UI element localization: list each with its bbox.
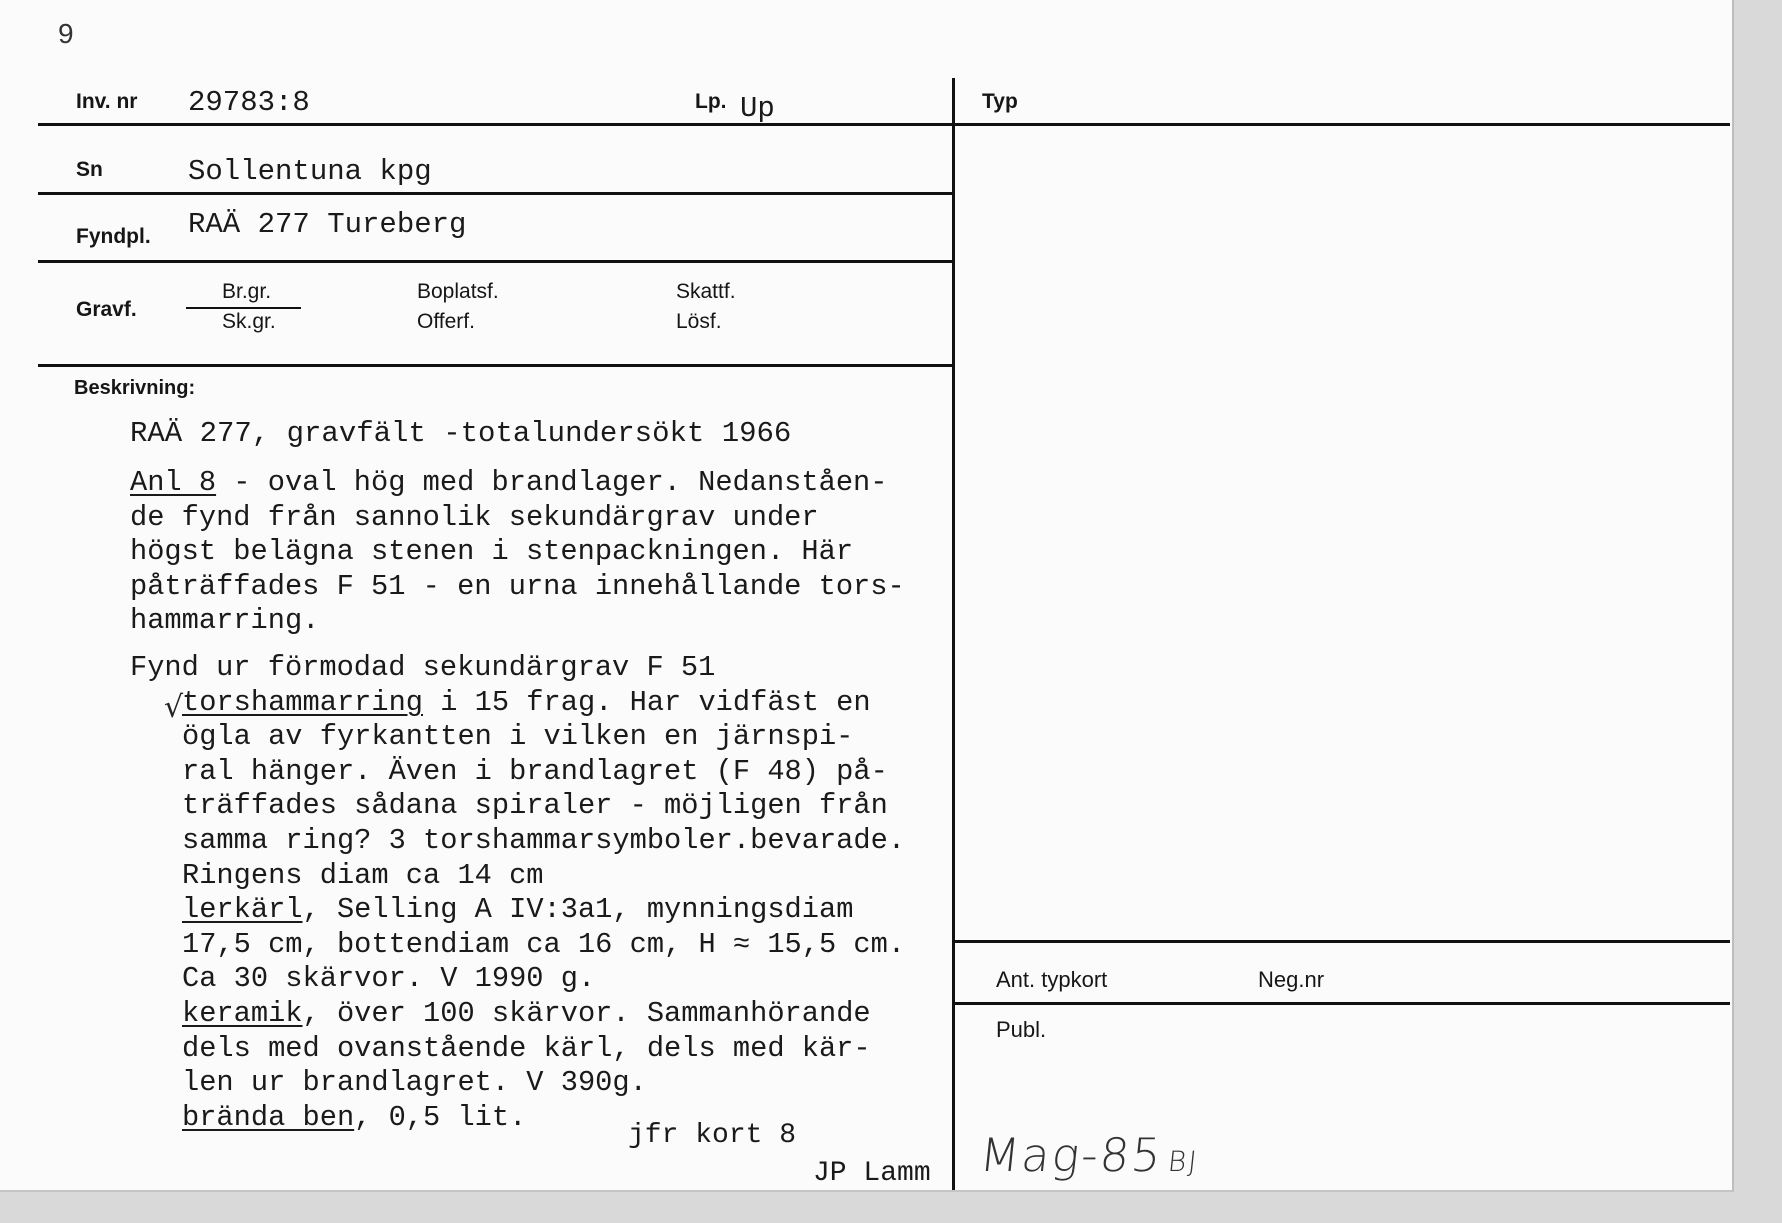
fyndpl-value: RAÄ 277 Tureberg	[188, 208, 467, 241]
row-line-sn	[38, 192, 953, 195]
corner-number: 9	[58, 18, 74, 49]
item2-line-2: 17,5 cm, bottendiam ca 16 cm, H ≈ 15,5 cm.	[182, 927, 906, 961]
row-line-ant-typkort	[954, 940, 1730, 943]
item1-line-4: träffades sådana spiraler - möjligen från	[182, 789, 888, 823]
lp-label: Lp.	[695, 90, 727, 113]
typ-label: Typ	[982, 90, 1018, 113]
sn-value: Sollentuna kpg	[188, 155, 432, 188]
item2-line-1: lerkärl, Selling A IV:3a1, mynningsdiam	[182, 893, 854, 927]
fraction-line	[186, 307, 301, 309]
skattf-label: Skattf.	[676, 280, 736, 303]
row-line-publ	[954, 1002, 1730, 1005]
beskrivning-label: Beskrivning:	[74, 377, 196, 399]
jfr-reference: jfr kort 8	[628, 1120, 797, 1151]
row-line-top	[38, 123, 1730, 126]
check-mark-icon: √	[164, 690, 184, 725]
fynd-heading: Fynd ur förmodad sekundärgrav F 51	[130, 650, 716, 684]
item1-line-2: ögla av fyrkantten i vilken en järnspi-	[182, 720, 854, 754]
item1-line-5: samma ring? 3 torshammarsymboler.bevarade.	[182, 823, 906, 857]
sk-gr-label: Sk.gr.	[222, 310, 276, 333]
p1-line-2: de fynd från sannolik sekundärgrav under	[130, 500, 819, 534]
row-line-fyndpl	[38, 260, 953, 263]
item2-name: lerkärl	[182, 893, 303, 927]
item3-line-2: dels med ovanstående kärl, dels med kär-	[182, 1031, 871, 1065]
neg-nr-label: Neg.nr	[1258, 967, 1325, 992]
br-gr-label: Br.gr.	[222, 280, 272, 303]
boplatsf-label: Boplatsf.	[417, 280, 499, 303]
item3-line-3: len ur brandlagret. V 390g.	[182, 1066, 647, 1100]
lp-value: Up	[740, 92, 775, 125]
ant-typkort-label: Ant. typkort	[996, 967, 1108, 992]
item4-name: brända ben	[182, 1100, 355, 1134]
item1-line-3: ral hänger. Även i brandlagret (F 48) på-	[182, 754, 888, 788]
description-body	[130, 466, 905, 1135]
fyndpl-label: Fyndpl.	[76, 225, 151, 248]
publ-label: Publ.	[996, 1017, 1047, 1042]
signature: JP Lamm	[813, 1158, 931, 1189]
inv-nr-value: 29783:8	[188, 86, 310, 119]
item4-line-1: brända ben, 0,5 lit.	[182, 1100, 527, 1134]
item3-line-1: keramik, över 100 skärvor. Sammanhörande	[182, 996, 871, 1030]
item1-line-6: Ringens diam ca 14 cm	[182, 858, 544, 892]
item1-line-1: torshammarring i 15 frag. Har vidfäst en	[182, 685, 871, 719]
sn-label: Sn	[76, 158, 103, 181]
gravf-label: Gravf.	[76, 298, 137, 321]
anl-line: Anl 8 - oval hög med brandlager. Nedanståen-	[130, 466, 888, 499]
offerf-label: Offerf.	[417, 310, 475, 333]
anl-underlined: Anl 8	[130, 466, 217, 499]
description-line-1: RAÄ 277, gravfält -totalundersökt 1966	[130, 417, 792, 450]
item3-name: keramik	[182, 996, 303, 1030]
item2-line-3: Ca 30 skärvor. V 1990 g.	[182, 962, 596, 996]
row-line-gravf	[38, 364, 953, 367]
p1-line-3: högst belägna stenen i stenpackningen. Här	[130, 535, 854, 569]
handwritten-note: Mag-85BJ	[977, 1128, 1201, 1182]
p1-line-5: hammarring.	[130, 604, 320, 638]
inv-nr-label: Inv. nr	[76, 90, 138, 113]
losf-label: Lösf.	[676, 310, 722, 333]
item1-name: torshammarring	[182, 685, 424, 719]
p1-line-4: påträffades F 51 - en urna innehållande tors-	[130, 569, 905, 603]
column-divider	[952, 78, 955, 1190]
